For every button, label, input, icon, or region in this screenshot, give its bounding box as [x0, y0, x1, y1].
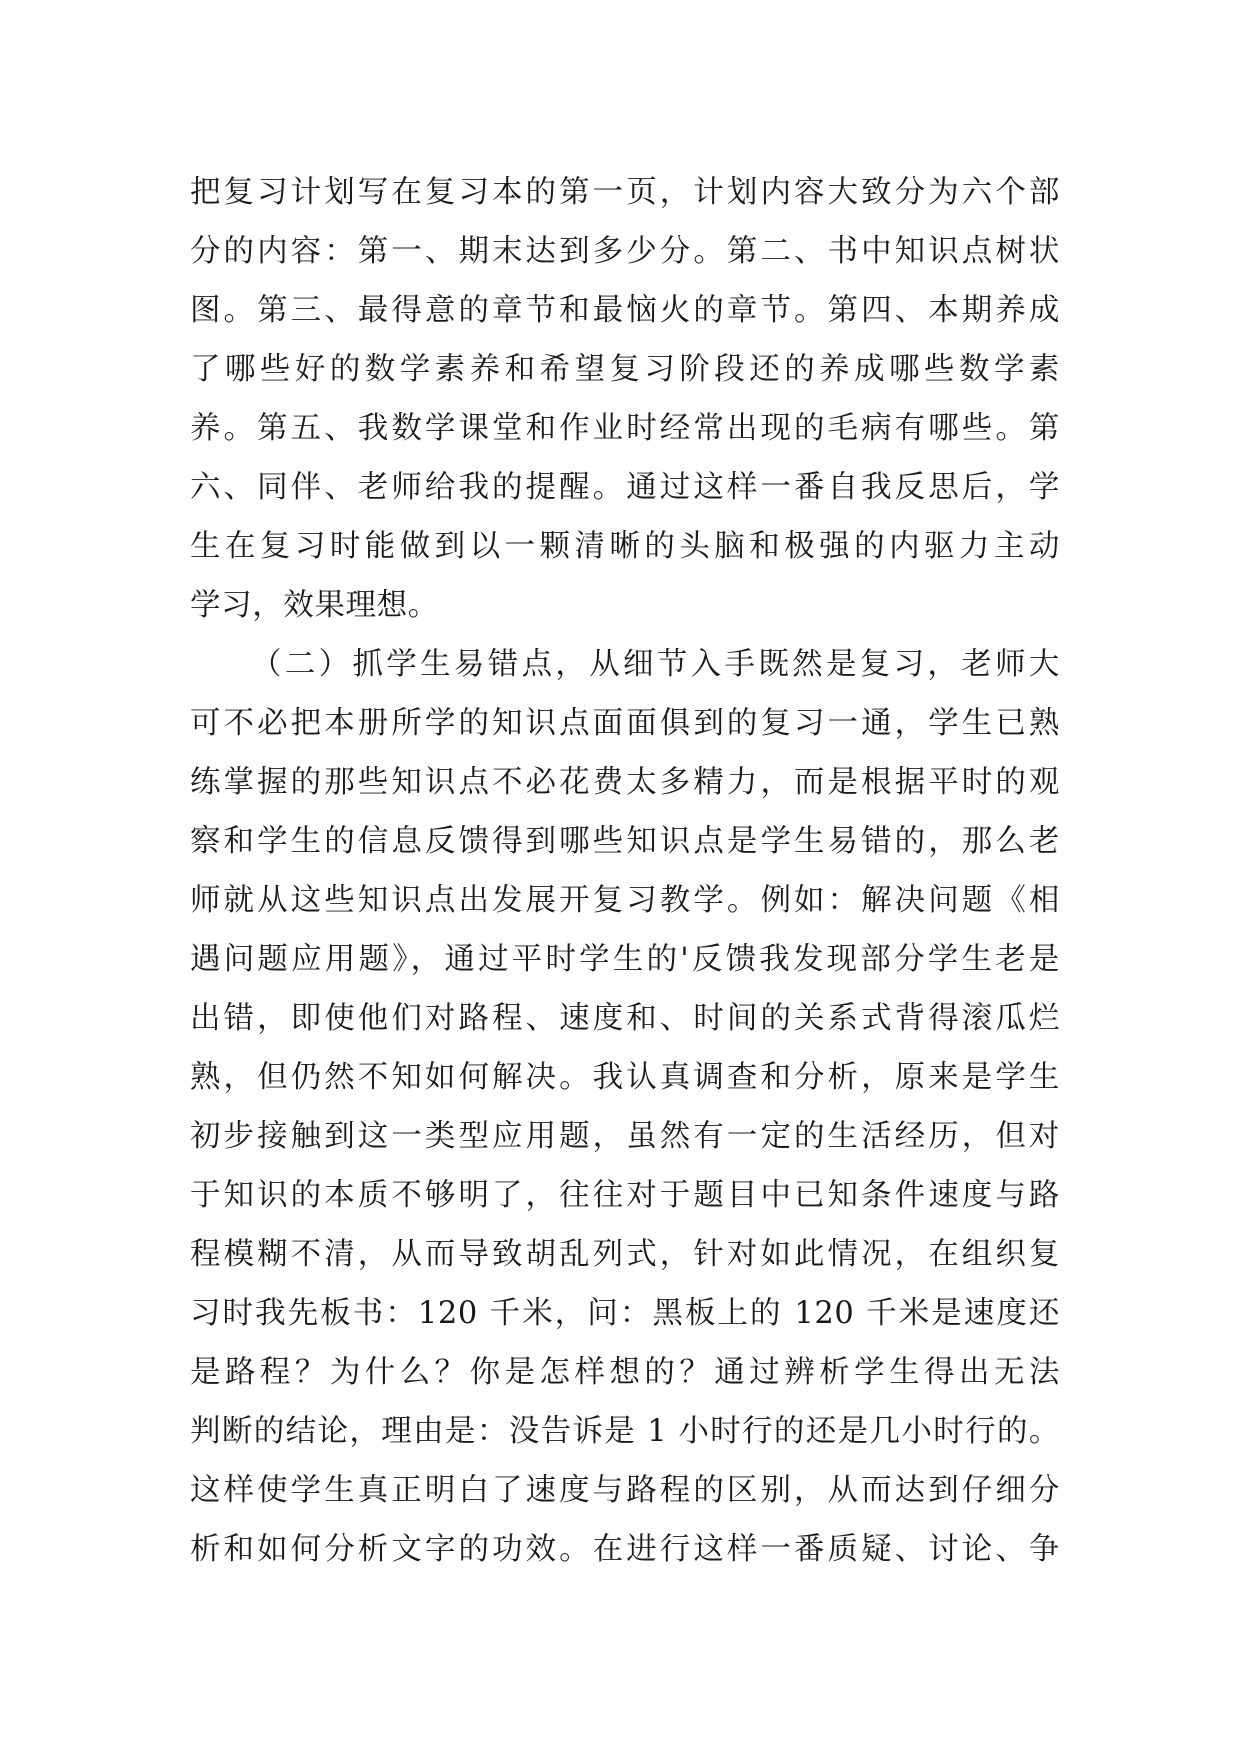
- paragraph-error-points: [190, 635, 1060, 1579]
- body-text: [190, 163, 1060, 1579]
- text-line: 分的内容：第一、期末达到多少分。第二、书中知识点树状: [190, 234, 1060, 269]
- paragraph-review-plan: [190, 163, 1060, 635]
- text-line: 是路程？为什么？你是怎样想的？通过辨析学生得出无法: [190, 1355, 1060, 1390]
- text-line: 师就从这些知识点出发展开复习教学。例如：解决问题《相: [190, 883, 1060, 918]
- text-line: 析和如何分析文字的功效。在进行这样一番质疑、讨论、争: [190, 1532, 1060, 1567]
- text-line: 图。第三、最得意的章节和最恼火的章节。第四、本期养成: [190, 293, 1060, 328]
- text-line: 判断的结论，理由是：没告诉是 1 小时行的还是几小时行的。: [190, 1414, 1060, 1449]
- text-line: 察和学生的信息反馈得到哪些知识点是学生易错的，那么老: [190, 824, 1060, 859]
- text-line: 可不必把本册所学的知识点面面俱到的复习一通，学生已熟: [190, 706, 1060, 741]
- text-line: 养。第五、我数学课堂和作业时经常出现的毛病有哪些。第: [190, 411, 1060, 446]
- text-line: 六、同伴、老师给我的提醒。通过这样一番自我反思后，学: [190, 470, 1060, 505]
- text-line: 生在复习时能做到以一颗清晰的头脑和极强的内驱力主动: [190, 529, 1060, 564]
- text-line: 初步接触到这一类型应用题，虽然有一定的生活经历，但对: [190, 1119, 1060, 1154]
- text-line: 熟，但仍然不知如何解决。我认真调查和分析，原来是学生: [190, 1060, 1060, 1095]
- text-line: 于知识的本质不够明了，往往对于题目中已知条件速度与路: [190, 1178, 1060, 1213]
- text-line: 程模糊不清，从而导致胡乱列式，针对如此情况，在组织复: [190, 1237, 1060, 1272]
- text-line: （二）抓学生易错点，从细节入手既然是复习，老师大: [251, 647, 1060, 682]
- text-line: 练掌握的那些知识点不必花费太多精力，而是根据平时的观: [190, 765, 1060, 800]
- text-line: 这样使学生真正明白了速度与路程的区别，从而达到仔细分: [190, 1473, 1060, 1508]
- text-line: 遇问题应用题》，通过平时学生的'反馈我发现部分学生老是: [190, 942, 1060, 977]
- text-line: 了哪些好的数学素养和希望复习阶段还的养成哪些数学素: [190, 352, 1060, 387]
- text-line: 习时我先板书：120 千米，问：黑板上的 120 千米是速度还: [190, 1296, 1060, 1331]
- text-line: 学习，效果理想。: [190, 588, 439, 623]
- text-line: 出错，即使他们对路程、速度和、时间的关系式背得滚瓜烂: [190, 1001, 1060, 1036]
- text-line: 把复习计划写在复习本的第一页，计划内容大致分为六个部: [190, 175, 1060, 210]
